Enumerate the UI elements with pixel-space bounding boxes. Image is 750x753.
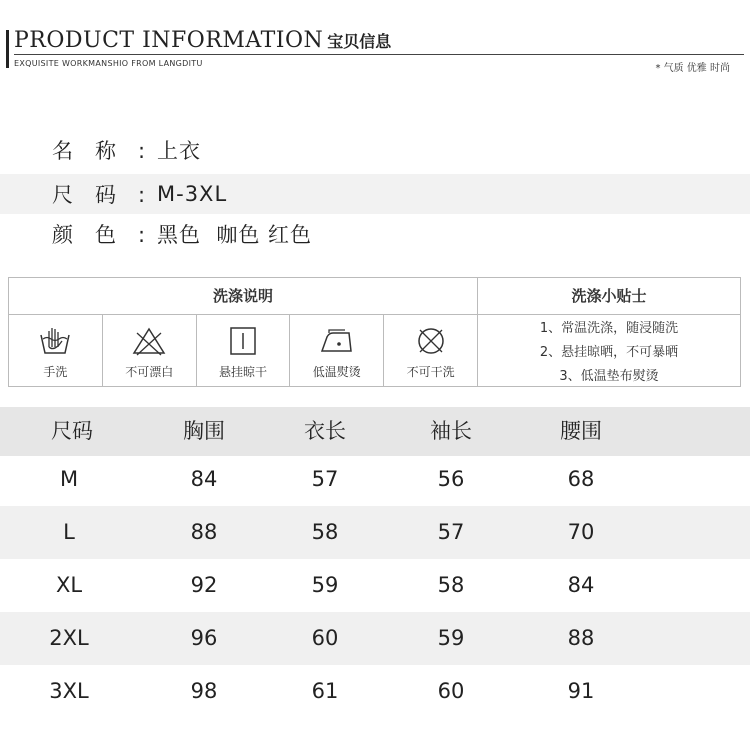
size-header-length: 衣长 xyxy=(304,419,346,443)
waist-cell: 68 xyxy=(567,467,595,491)
chest-cell: 84 xyxy=(190,467,218,491)
size-cell: XL xyxy=(55,573,83,597)
no-bleach-icon xyxy=(131,325,167,357)
care-cell-no-dry-clean xyxy=(384,315,477,386)
size-cell: L xyxy=(63,520,75,544)
length-cell: 59 xyxy=(311,573,339,597)
header-accent-bar xyxy=(6,30,9,68)
chest-cell: 88 xyxy=(190,520,218,544)
no-dry-clean-icon xyxy=(413,325,449,357)
size-cell: 3XL xyxy=(49,679,89,703)
care-label-no-bleach: 不可漂白 xyxy=(125,365,174,379)
care-label-low-iron: 低温熨烫 xyxy=(312,365,361,379)
page-title-en: PRODUCT INFORMATION xyxy=(14,28,324,53)
size-table-header xyxy=(0,407,750,456)
size-cell: M xyxy=(59,467,79,491)
page-title xyxy=(14,28,391,53)
care-cell-no-bleach xyxy=(103,315,197,386)
table-row xyxy=(0,612,750,665)
waist-cell: 91 xyxy=(567,679,595,703)
care-tip: 1、常温洗涤，随浸随洗 xyxy=(539,321,679,336)
info-row-size xyxy=(0,174,750,214)
waist-cell: 70 xyxy=(567,520,595,544)
care-cell-low-iron xyxy=(290,315,384,386)
info-color-value: 黑色 咖色 红色 xyxy=(157,223,313,247)
page-title-cn: 宝贝信息 xyxy=(327,32,392,51)
size-cell: 2XL xyxy=(49,626,89,650)
length-cell: 61 xyxy=(311,679,339,703)
length-cell: 57 xyxy=(311,467,339,491)
info-size-value: M-3XL xyxy=(157,182,228,206)
length-cell: 60 xyxy=(311,626,339,650)
info-row-name xyxy=(0,130,750,170)
care-label-hand-wash: 手洗 xyxy=(43,365,68,379)
waist-cell: 88 xyxy=(567,626,595,650)
sleeve-cell: 58 xyxy=(437,573,465,597)
care-tips-header: 洗涤小贴士 xyxy=(478,278,740,315)
chest-cell: 92 xyxy=(190,573,218,597)
size-header-chest: 胸围 xyxy=(183,419,225,443)
care-tips xyxy=(478,315,740,386)
table-row xyxy=(0,453,750,506)
care-instructions-header: 洗涤说明 xyxy=(9,278,478,315)
care-cell-hang-dry xyxy=(197,315,291,386)
size-header-waist: 腰围 xyxy=(560,419,602,443)
care-label-no-dry-clean: 不可干洗 xyxy=(406,365,455,379)
length-cell: 58 xyxy=(311,520,339,544)
table-row xyxy=(0,506,750,559)
sleeve-cell: 57 xyxy=(437,520,465,544)
care-cell-hand-wash xyxy=(9,315,103,386)
header-tagline: * 气质 优雅 时尚 xyxy=(655,63,730,74)
chest-cell: 96 xyxy=(190,626,218,650)
chest-cell: 98 xyxy=(190,679,218,703)
care-icons-row xyxy=(9,315,478,386)
info-row-color xyxy=(0,214,750,254)
info-name-label: 名称: xyxy=(52,139,168,163)
info-color-label: 颜色: xyxy=(52,223,168,247)
low-iron-icon xyxy=(319,325,355,357)
care-tip: 2、悬挂晾晒，不可暴晒 xyxy=(539,345,679,360)
table-row xyxy=(0,559,750,612)
care-tip: 3、低温垫布熨烫 xyxy=(559,369,659,384)
size-header-sleeve: 袖长 xyxy=(430,419,472,443)
hand-wash-icon xyxy=(37,325,73,357)
table-row xyxy=(0,665,750,718)
sleeve-cell: 60 xyxy=(437,679,465,703)
header-divider xyxy=(14,54,744,55)
header-subtitle: EXQUISITE WORKMANSHIO FROM LANGDITU xyxy=(14,59,203,68)
waist-cell: 84 xyxy=(567,573,595,597)
care-label-hang-dry: 悬挂晾干 xyxy=(218,365,267,379)
care-table xyxy=(8,277,741,387)
sleeve-cell: 56 xyxy=(437,467,465,491)
sleeve-cell: 59 xyxy=(437,626,465,650)
info-name-value: 上衣 xyxy=(157,139,201,163)
hang-dry-icon xyxy=(225,325,261,357)
info-size-label: 尺码: xyxy=(52,183,168,207)
size-header-size: 尺码 xyxy=(51,419,93,443)
